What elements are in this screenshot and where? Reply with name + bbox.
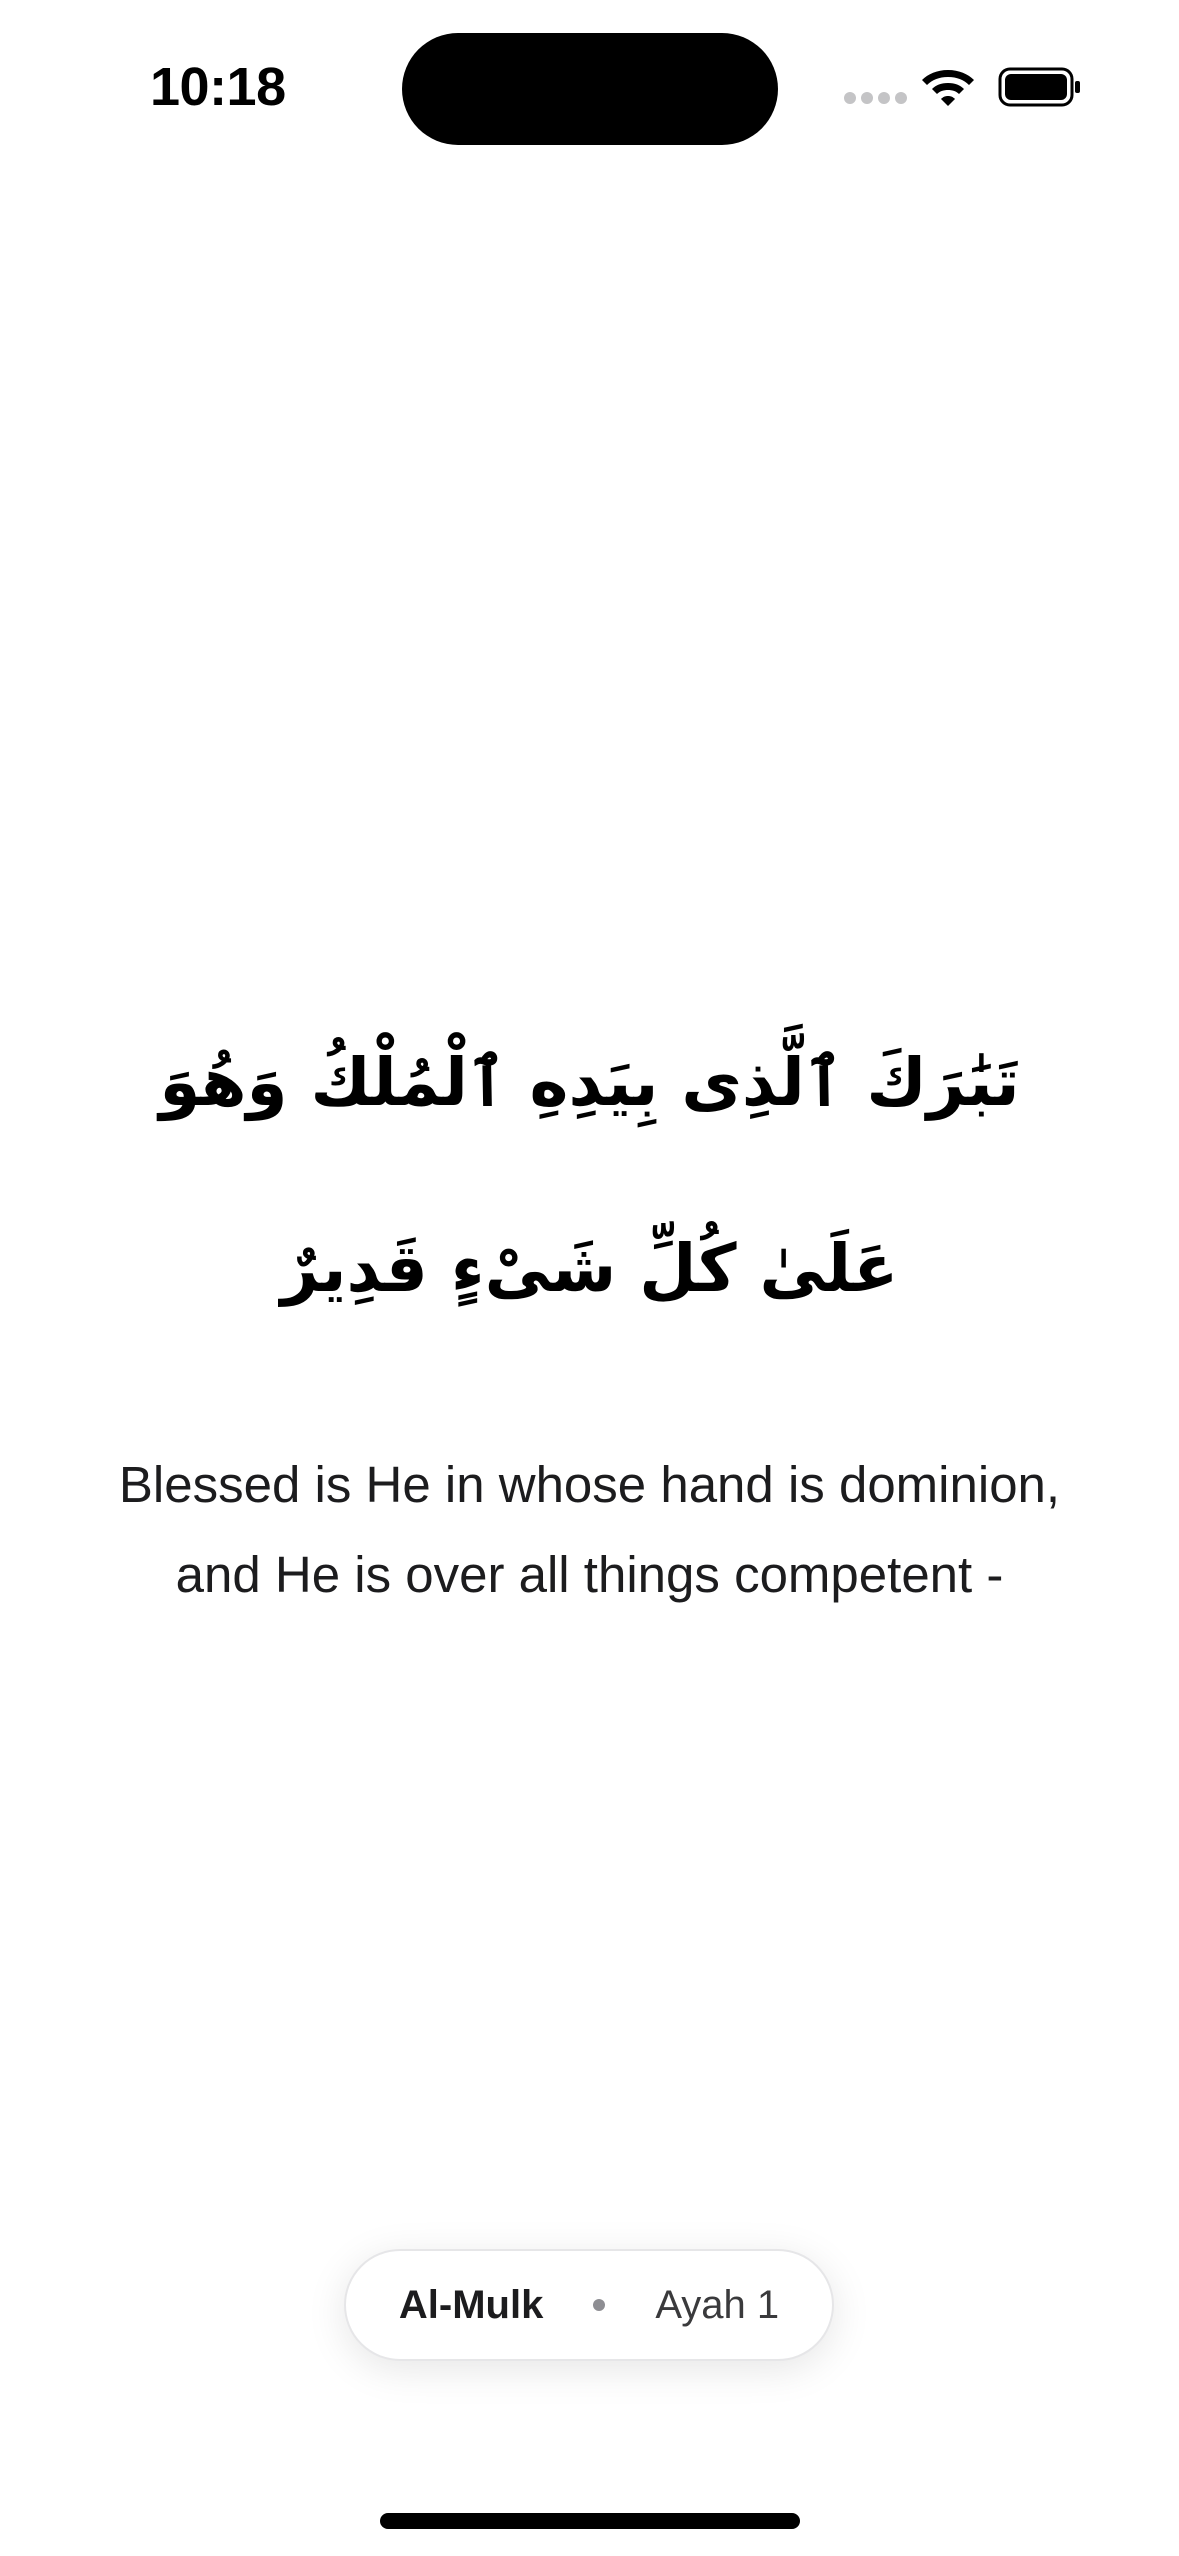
verse-translation: Blessed is He in whose hand is dominion, and He is over all things competent - (118, 1456, 1061, 1603)
dynamic-island (402, 33, 778, 145)
status-time: 10:18 (150, 57, 286, 117)
arabic-verse: تَبَٰرَكَ ٱلَّذِى بِيَدِهِ ٱلْمُلْكُ وَهُوَ عَلَىٰ كُلِّ شَىْءٍ قَدِيرٌ (159, 1044, 1020, 1307)
home-indicator[interactable] (380, 2513, 800, 2529)
dot-separator-icon (593, 2299, 605, 2311)
wifi-icon (920, 64, 976, 110)
surah-ayah-pill[interactable] (344, 2249, 834, 2361)
ayah-number: Ayah 1 (655, 2282, 780, 2327)
battery-icon (998, 66, 1082, 108)
cellular-signal-icon (844, 92, 907, 104)
surah-name: Al-Mulk (398, 2282, 544, 2327)
